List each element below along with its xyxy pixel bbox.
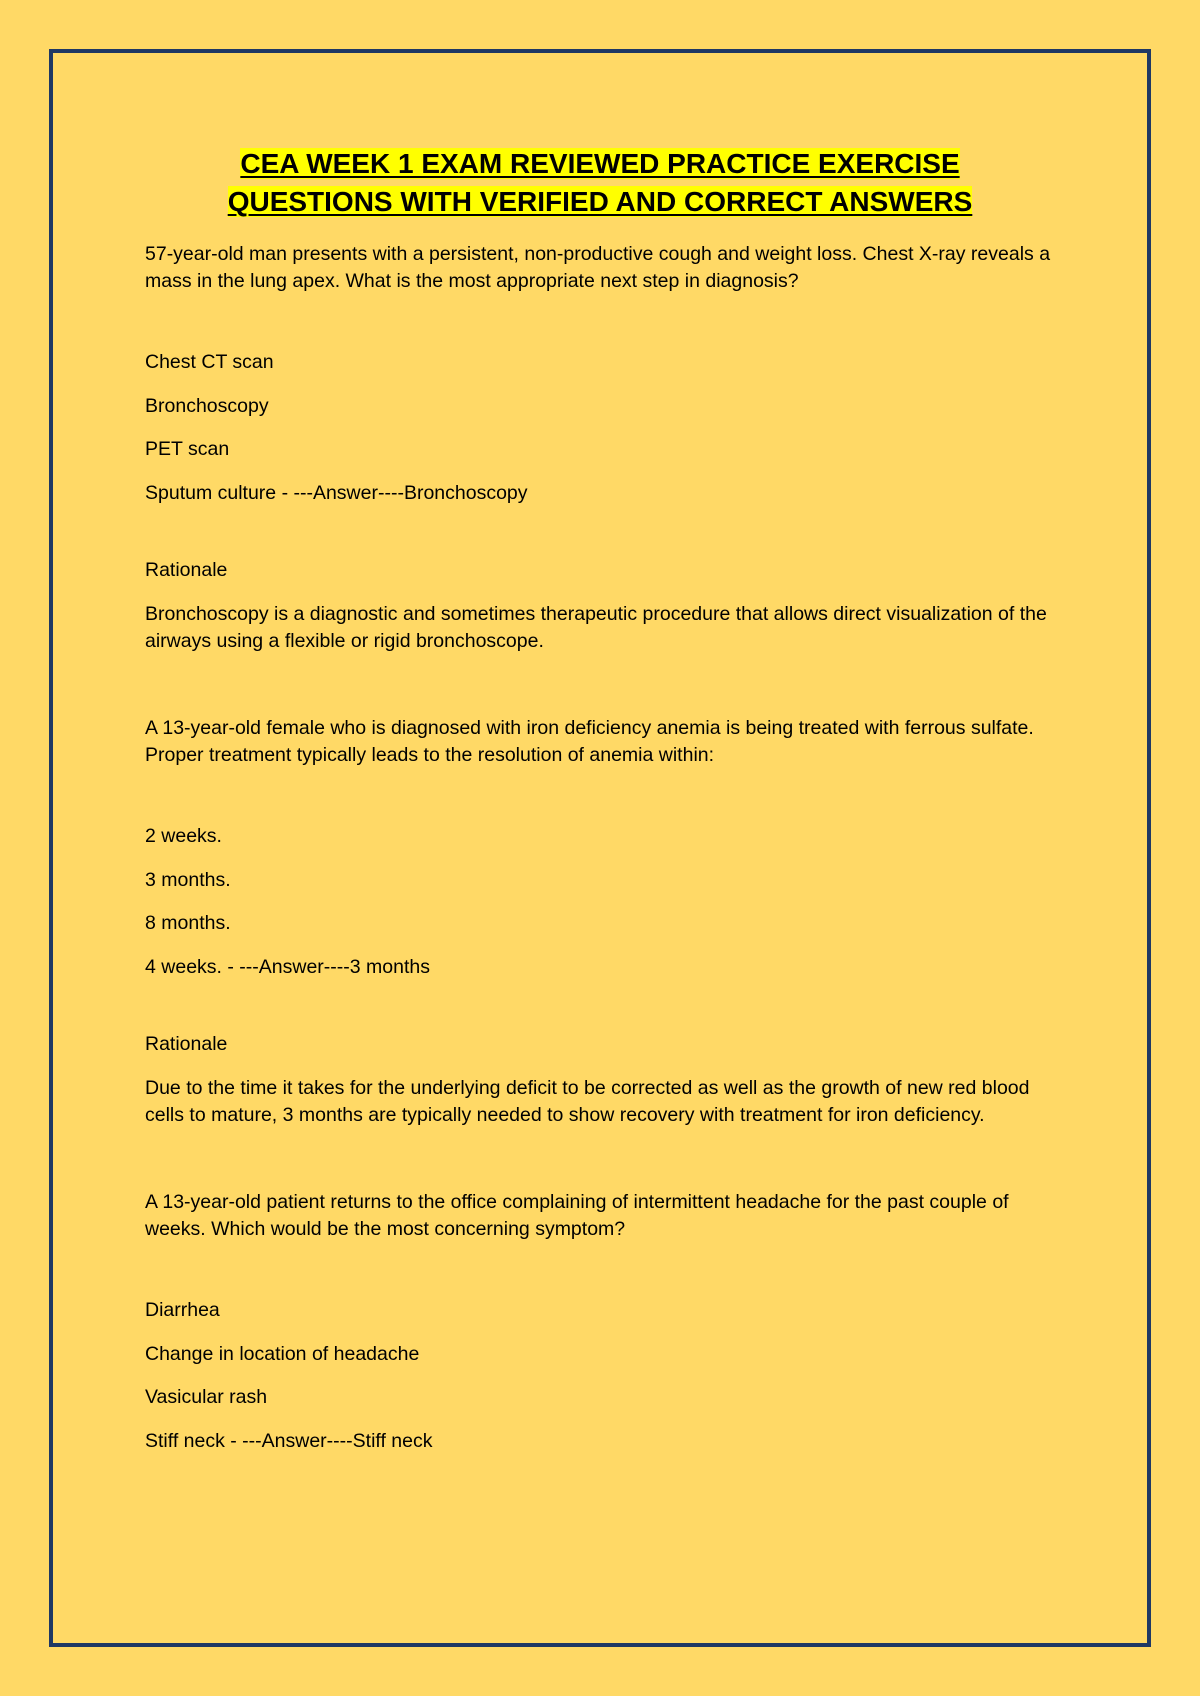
answer-option: 2 weeks.	[145, 825, 222, 847]
answer-option-with-answer: Stiff neck - ---Answer----Stiff neck	[145, 1429, 433, 1452]
document-title	[100, 145, 1100, 221]
answer-option: 3 months.	[145, 868, 231, 891]
document-body	[145, 241, 1065, 1471]
question-text: 57-year-old man presents with a persistent, non-productive cough and weight loss. Chest X-ray reveals a mass in the lung apex. What is the most appropriate next step in diagnosis?	[145, 243, 1051, 292]
rationale-label: Rationale	[145, 559, 228, 581]
answer-option-with-answer: Sputum culture - ---Answer----Bronchoscopy	[145, 481, 528, 504]
question-text: A 13-year-old patient returns to the office complaining of intermittent headache for the past couple of weeks. Which would be the most concerning symptom?	[145, 1191, 1009, 1240]
question-text: A 13-year-old female who is diagnosed with iron deficiency anemia is being treated with ferrous sulfate. Proper treatment typically leads to the resolution of anemia within:	[145, 717, 1034, 766]
title-line-2: QUESTIONS WITH VERIFIED AND CORRECT ANSWERS	[227, 186, 973, 217]
answer-option: 8 months.	[145, 912, 231, 934]
answer-option: Chest CT scan	[145, 351, 274, 373]
answer-option: PET scan	[145, 438, 230, 460]
question-block	[145, 715, 1065, 1129]
question-block	[145, 241, 1065, 655]
rationale-text: Bronchoscopy is a diagnostic and sometimes therapeutic procedure that allows direct visualization of the airways using a flexible or rigid bronchoscope.	[145, 603, 1047, 652]
rationale-label: Rationale	[145, 1033, 228, 1055]
title-line-1: CEA WEEK 1 EXAM REVIEWED PRACTICE EXERCISE	[240, 148, 960, 179]
answer-option: Vasicular rash	[145, 1386, 268, 1408]
question-block	[145, 1189, 1065, 1455]
answer-option-with-answer: 4 weeks. - ---Answer----3 months	[145, 955, 430, 978]
rationale-text: Due to the time it takes for the underlying deficit to be corrected as well as the growth of new red blood cells to mature, 3 months are typically needed to show recovery with treatment for iron deficiency.	[145, 1077, 1030, 1126]
answer-option: Bronchoscopy	[145, 394, 269, 417]
answer-option: Diarrhea	[145, 1299, 220, 1321]
answer-option: Change in location of headache	[145, 1342, 420, 1365]
